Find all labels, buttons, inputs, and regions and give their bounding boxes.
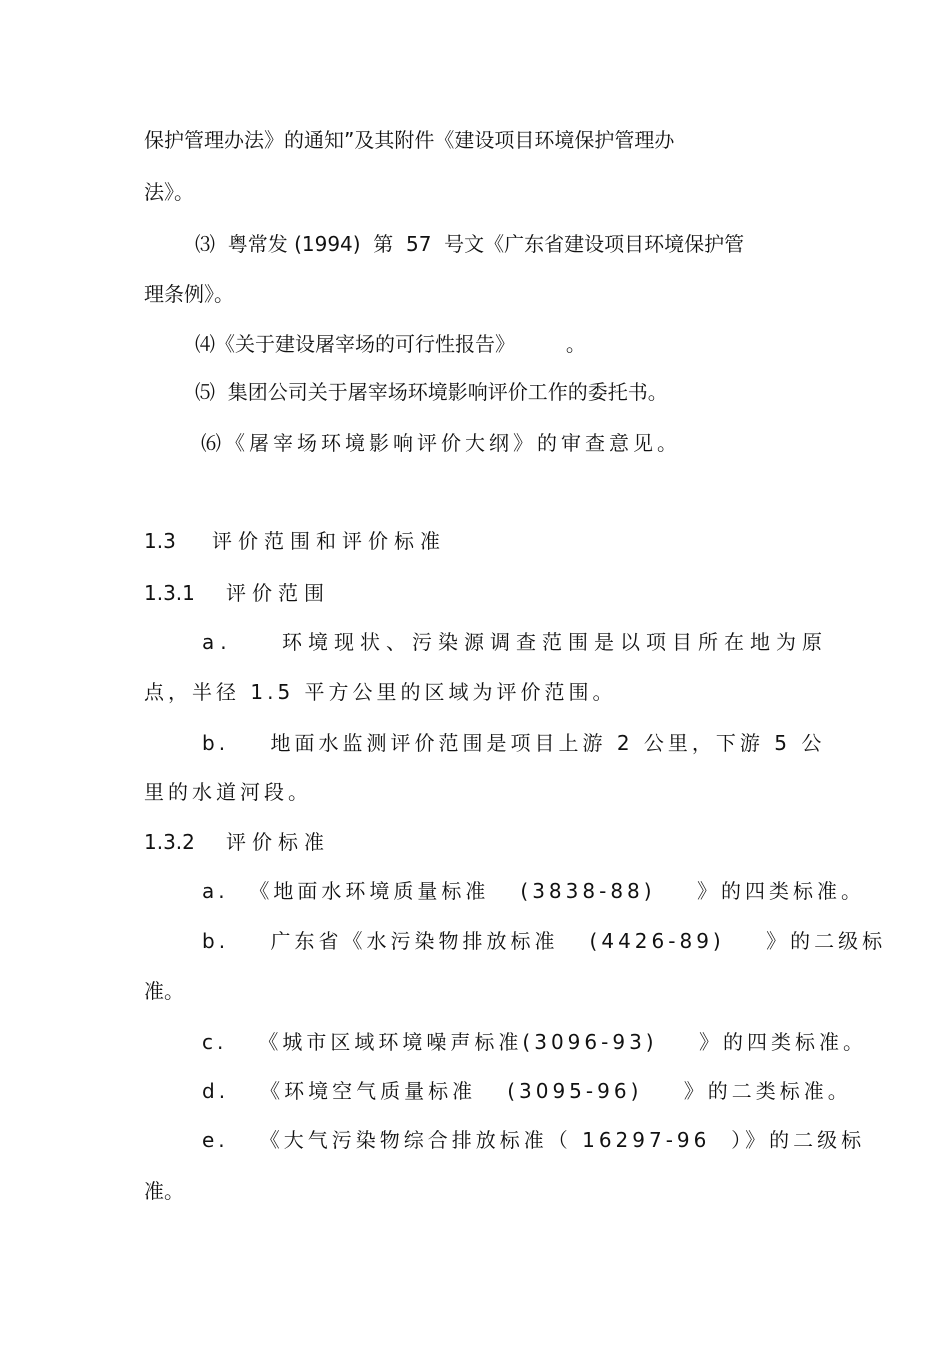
section-1-3-number: 1.3 — [144, 529, 176, 553]
scope-item-a-continued: 点，半径 1.5 平方公里的区域为评价范围。 — [144, 680, 617, 704]
section-1-3-2-title: 评价标准 — [226, 830, 330, 854]
standard-item-e-continued: 准。 — [144, 1179, 184, 1203]
section-1-3-2-number: 1.3.2 — [144, 830, 195, 854]
scope-item-b: b. 地面水监测评价范围是项目上游 2 公里，下游 5 公 — [202, 731, 826, 755]
section-1-3-title: 评价范围和评价标准 — [212, 529, 446, 553]
law-item-6: ⑹《屠宰场环境影响评价大纲》的审查意见。 — [201, 431, 681, 455]
scope-item-a: a. 环境现状、污染源调查范围是以项目所在地为原 — [202, 630, 829, 654]
standard-item-e: e. 《大气污染物综合排放标准（ 16297-96 ）》的二级标 — [202, 1128, 866, 1152]
law-item-4: ⑷《关于建设屠宰场的可行性报告》 。 — [195, 332, 586, 356]
standard-item-a: a. 《地面水环境质量标准 (3838-88) 》的四类标准。 — [202, 879, 865, 903]
law-item-2-continued: 保护管理办法》的通知”及其附件《建设项目环境保护管理办 — [144, 128, 675, 152]
section-1-3-1-number: 1.3.1 — [144, 581, 195, 605]
law-item-3-continued: 理条例》。 — [144, 282, 234, 306]
law-item-2-end: 法》。 — [144, 180, 194, 204]
law-item-3: ⑶ 粤常发 (1994) 第 57 号文《广东省建设项目环境保护管 — [195, 232, 745, 256]
standard-item-d: d. 《环境空气质量标准 (3095-96) 》的二类标准。 — [202, 1079, 852, 1103]
law-item-5: ⑸ 集团公司关于屠宰场环境影响评价工作的委托书。 — [195, 380, 668, 404]
standard-item-b: b. 广东省《水污染物排放标准 (4426-89) 》的二级标 — [202, 929, 887, 953]
standard-item-b-continued: 准。 — [144, 979, 184, 1003]
scope-item-b-continued: 里的水道河段。 — [144, 780, 312, 804]
standard-item-c: c. 《城市区域环境噪声标准(3096-93) 》的四类标准。 — [202, 1030, 868, 1054]
section-1-3-1-title: 评价范围 — [226, 581, 330, 605]
